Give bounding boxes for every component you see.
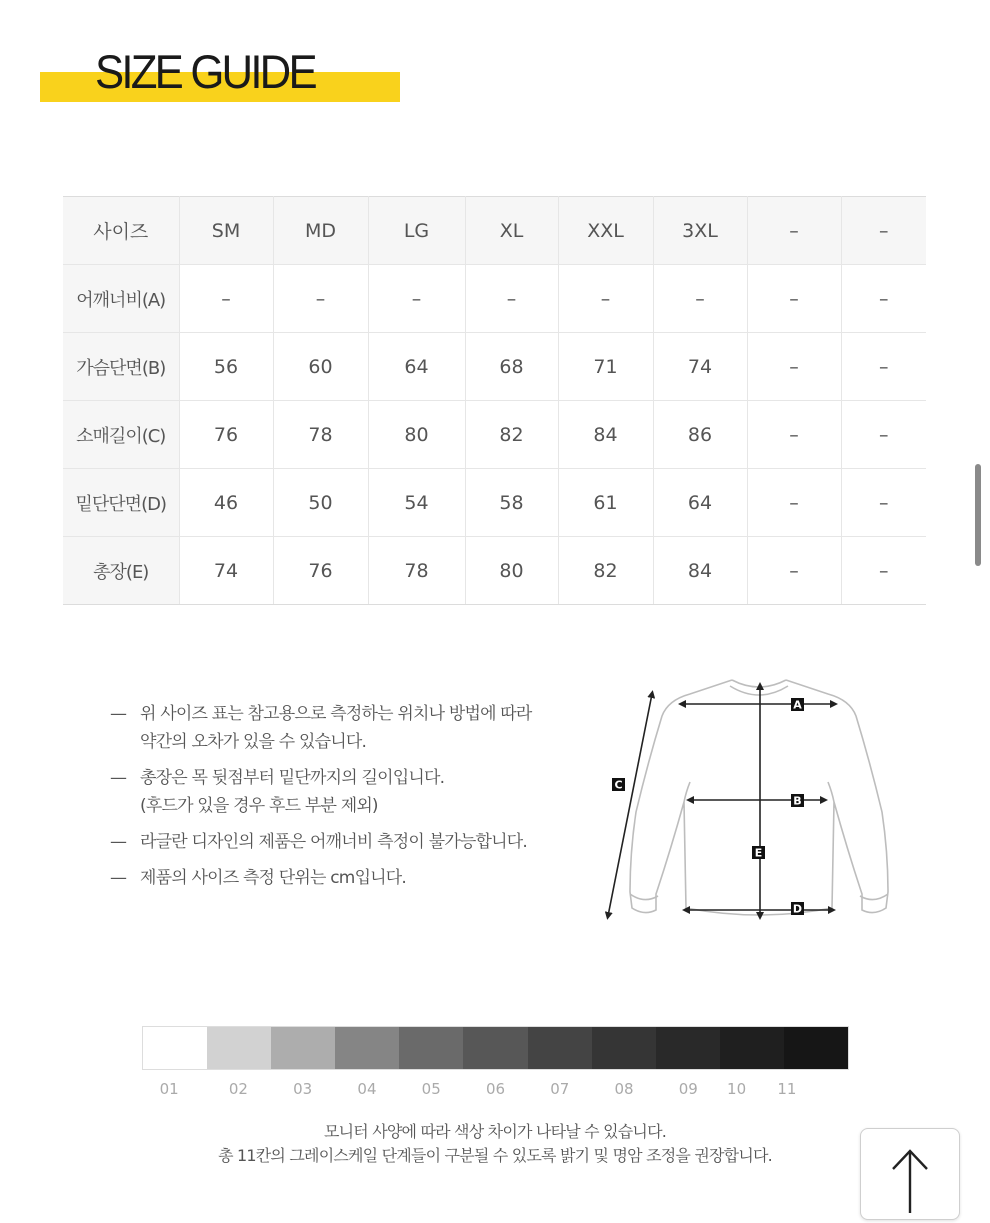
note-text: (후드가 있을 경우 후드 부분 제외) <box>140 796 378 816</box>
table-cell: – <box>747 401 841 469</box>
grayscale-swatch <box>207 1027 271 1069</box>
table-cell: – <box>747 537 841 605</box>
table-cell: – <box>747 469 841 537</box>
table-cell: – <box>841 469 926 537</box>
monitor-note-line-1: 모니터 사양에 따라 색상 차이가 나타날 수 있습니다. <box>323 1122 667 1141</box>
sweatshirt-outline-icon <box>630 680 888 915</box>
note-item <box>110 764 580 820</box>
row-label: 소매길이(C) <box>63 401 179 469</box>
table-cell: 74 <box>653 333 747 401</box>
table-cell: 78 <box>368 537 465 605</box>
note-item <box>110 828 580 856</box>
table-cell: 46 <box>179 469 273 537</box>
table-cell: – <box>747 265 841 333</box>
svg-text:E: E <box>754 846 763 860</box>
grayscale-swatch <box>271 1027 335 1069</box>
size-notes <box>110 700 580 900</box>
table-cell: 50 <box>273 469 368 537</box>
grayscale-swatch <box>399 1027 463 1069</box>
table-cell: 86 <box>653 401 747 469</box>
note-item <box>110 864 580 892</box>
label-d <box>791 902 804 916</box>
note-dash: — <box>110 704 127 724</box>
grayscale-bar <box>142 1026 849 1070</box>
grayscale-swatch <box>784 1027 848 1069</box>
grayscale-label: 01 <box>159 1080 179 1098</box>
svg-text:D: D <box>792 902 803 916</box>
label-c <box>612 778 625 792</box>
table-row <box>63 333 926 401</box>
table-cell: 82 <box>465 401 558 469</box>
table-cell: 84 <box>653 537 747 605</box>
table-cell: – <box>465 265 558 333</box>
table-cell: 74 <box>179 537 273 605</box>
row-label: 가슴단면(B) <box>63 333 179 401</box>
table-cell: 54 <box>368 469 465 537</box>
row-label: 밑단단면(D) <box>63 469 179 537</box>
note-text: 총장은 목 뒷점부터 밑단까지의 길이입니다. <box>140 768 445 788</box>
label-a <box>791 698 804 712</box>
arrow-up-icon <box>861 1129 959 1219</box>
header-size-1: SM <box>179 197 273 265</box>
svg-text:C: C <box>614 778 623 792</box>
note-text: 위 사이즈 표는 참고용으로 측정하는 위치나 방법에 따라 <box>140 704 532 724</box>
grayscale-labels <box>142 1080 849 1100</box>
header-size-7: – <box>747 197 841 265</box>
grayscale-label: 02 <box>228 1080 248 1098</box>
table-cell: 61 <box>558 469 653 537</box>
note-dash: — <box>110 768 127 788</box>
table-cell: 80 <box>368 401 465 469</box>
table-cell: – <box>179 265 273 333</box>
table-cell: – <box>841 333 926 401</box>
table-cell: – <box>368 265 465 333</box>
header-size-4: XL <box>465 197 558 265</box>
table-cell: – <box>841 401 926 469</box>
table-cell: 84 <box>558 401 653 469</box>
monitor-note <box>0 1120 990 1168</box>
grayscale-swatch <box>463 1027 527 1069</box>
table-cell: 68 <box>465 333 558 401</box>
table-cell: – <box>747 333 841 401</box>
table-row <box>63 265 926 333</box>
grayscale-swatch <box>528 1027 592 1069</box>
svg-text:B: B <box>793 794 802 808</box>
row-label: 어깨너비(A) <box>63 265 179 333</box>
note-dash: — <box>110 868 127 888</box>
grayscale-label: 08 <box>614 1080 634 1098</box>
table-cell: – <box>653 265 747 333</box>
table-cell: 76 <box>273 537 368 605</box>
grayscale-swatch <box>592 1027 656 1069</box>
header-size-label: 사이즈 <box>63 197 179 265</box>
note-text: 라글란 디자인의 제품은 어깨너비 측정이 불가능합니다. <box>140 832 527 852</box>
table-cell: 58 <box>465 469 558 537</box>
grayscale-label: 09 <box>678 1080 698 1098</box>
header-size-5: XXL <box>558 197 653 265</box>
table-cell: – <box>558 265 653 333</box>
monitor-note-line-2: 총 11칸의 그레이스케일 단계들이 구분될 수 있도록 밝기 및 명암 조정을 권장합니다. <box>218 1146 772 1165</box>
header-size-2: MD <box>273 197 368 265</box>
grayscale-label: 10 <box>727 1080 747 1098</box>
table-cell: 71 <box>558 333 653 401</box>
table-row <box>63 537 926 605</box>
grayscale-label: 07 <box>550 1080 570 1098</box>
grayscale-label: 11 <box>777 1080 797 1098</box>
table-row <box>63 401 926 469</box>
grayscale-label: 03 <box>293 1080 313 1098</box>
scrollbar-thumb[interactable] <box>975 464 981 566</box>
note-item <box>110 700 580 756</box>
header-size-3: LG <box>368 197 465 265</box>
note-dash: — <box>110 832 127 852</box>
grayscale-label: 05 <box>421 1080 441 1098</box>
table-cell: 64 <box>653 469 747 537</box>
svg-text:A: A <box>793 698 802 712</box>
header-size-6: 3XL <box>653 197 747 265</box>
header-size-8: – <box>841 197 926 265</box>
note-text: 제품의 사이즈 측정 단위는 cm입니다. <box>140 868 407 888</box>
grayscale-swatch <box>720 1027 784 1069</box>
table-cell: 64 <box>368 333 465 401</box>
label-e <box>752 846 765 860</box>
table-cell: – <box>841 537 926 605</box>
grayscale-swatch <box>656 1027 720 1069</box>
size-guide-title <box>40 40 400 104</box>
label-b <box>791 794 804 808</box>
garment-measurement-diagram <box>600 672 900 932</box>
table-cell: – <box>273 265 368 333</box>
table-cell: – <box>841 265 926 333</box>
table-row <box>63 469 926 537</box>
page-title: SIZE GUIDE <box>95 45 315 98</box>
table-cell: 80 <box>465 537 558 605</box>
table-cell: 76 <box>179 401 273 469</box>
scroll-to-top-button[interactable] <box>860 1128 960 1220</box>
grayscale-label: 06 <box>485 1080 506 1098</box>
note-text: 약간의 오차가 있을 수 있습니다. <box>140 732 367 752</box>
table-cell: 78 <box>273 401 368 469</box>
row-label: 총장(E) <box>63 537 179 605</box>
size-table <box>63 196 926 605</box>
table-cell: 60 <box>273 333 368 401</box>
table-header-row <box>63 197 926 265</box>
grayscale-label: 04 <box>357 1080 377 1098</box>
grayscale-swatch <box>143 1027 207 1069</box>
grayscale-swatch <box>335 1027 399 1069</box>
table-cell: 56 <box>179 333 273 401</box>
table-cell: 82 <box>558 537 653 605</box>
